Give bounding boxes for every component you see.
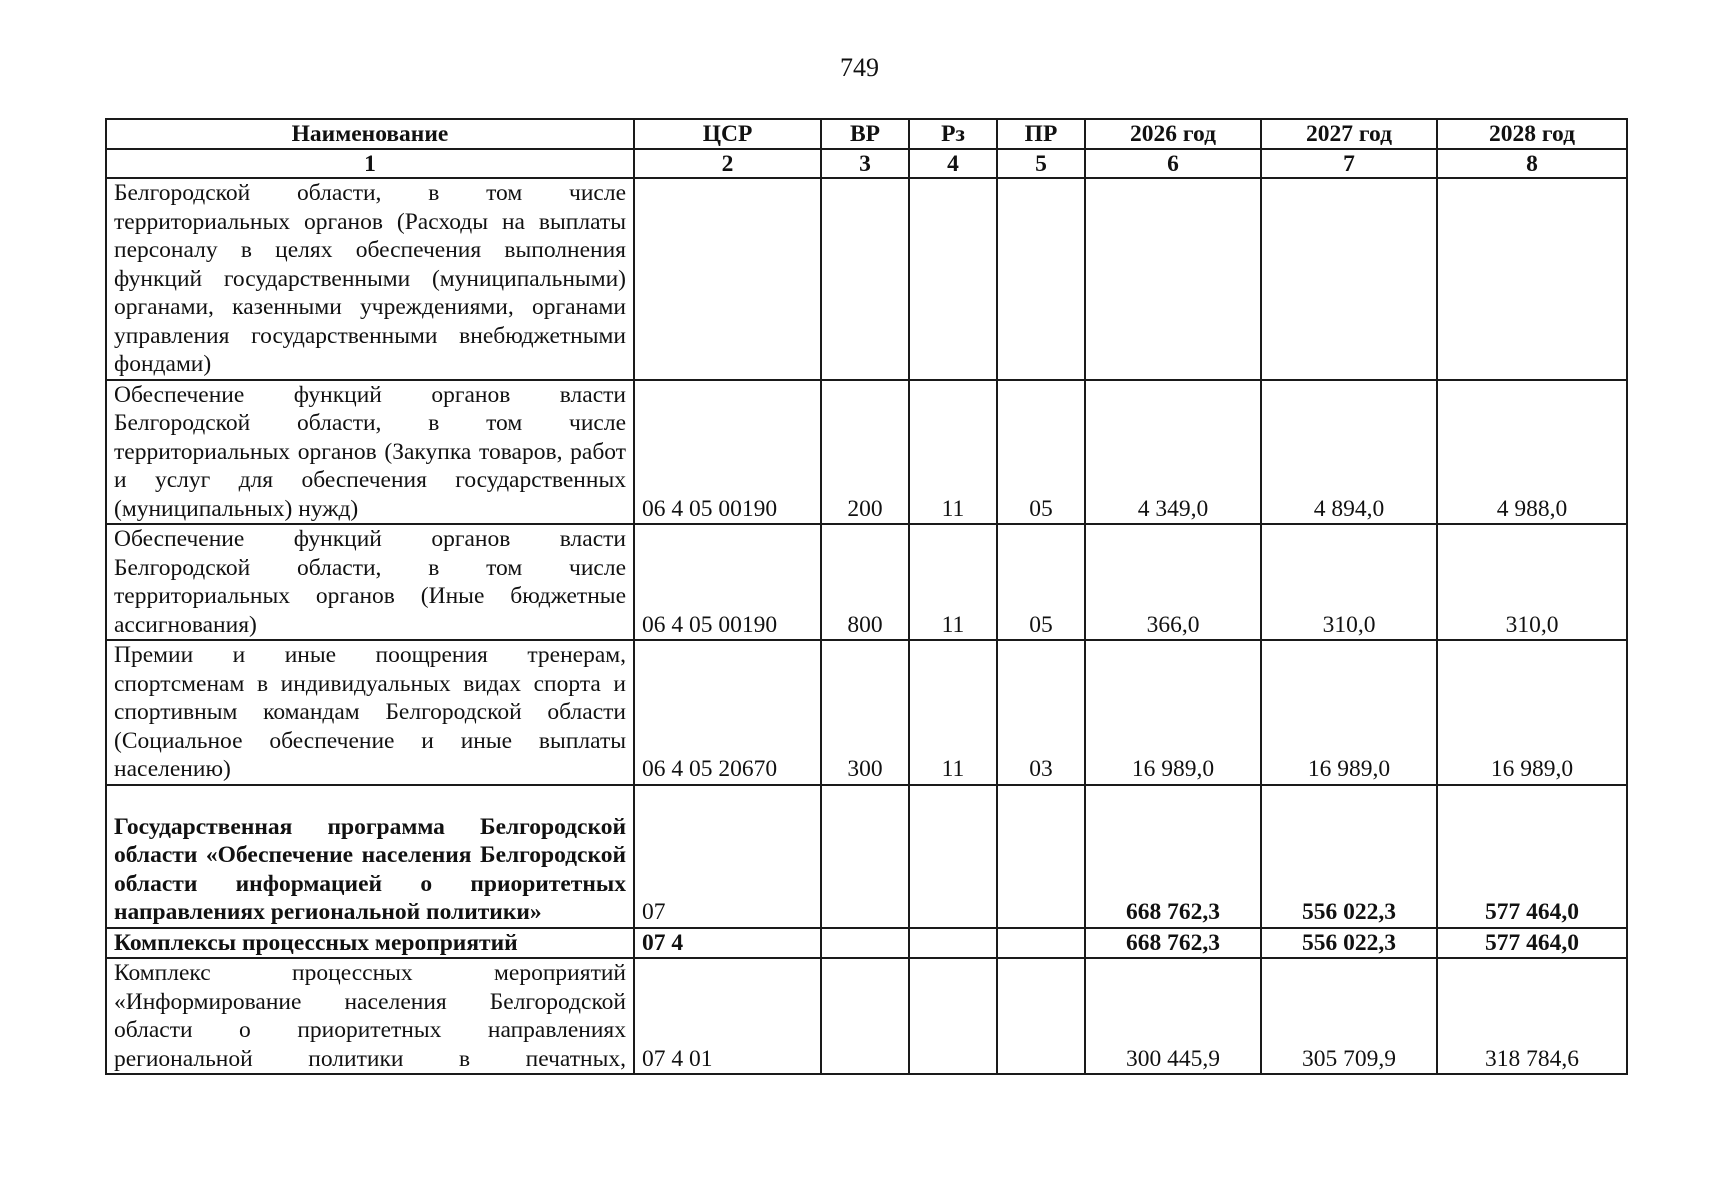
row-pr: 03 [997, 640, 1085, 785]
row-csr: 06 4 05 00190 [634, 524, 821, 640]
row-name: Комплекс процессных мероприятий «Информирование населения Белгородской области о приоритетных направлениях региональной политики в печатных, [106, 958, 634, 1074]
table-row [106, 958, 1627, 1074]
row-2026: 668 762,3 [1085, 928, 1261, 959]
row-2026: 4 349,0 [1085, 380, 1261, 525]
budget-table [105, 118, 1628, 1075]
row-csr [634, 178, 821, 380]
header-name: Наименование [106, 119, 634, 149]
row-rz [909, 178, 997, 380]
row-2027: 4 894,0 [1261, 380, 1437, 525]
row-csr: 07 [634, 785, 821, 928]
row-pr [997, 785, 1085, 928]
row-pr [997, 928, 1085, 959]
table-row [106, 640, 1627, 785]
row-2027: 556 022,3 [1261, 785, 1437, 928]
row-pr: 05 [997, 524, 1085, 640]
page-number: 749 [840, 53, 879, 82]
table-row [106, 380, 1627, 525]
column-number: 2 [634, 149, 821, 178]
header-2028: 2028 год [1437, 119, 1627, 149]
row-rz: 11 [909, 640, 997, 785]
table-row [106, 524, 1627, 640]
column-number: 6 [1085, 149, 1261, 178]
row-2026: 300 445,9 [1085, 958, 1261, 1074]
row-2027: 305 709,9 [1261, 958, 1437, 1074]
row-2028: 16 989,0 [1437, 640, 1627, 785]
row-rz: 11 [909, 380, 997, 525]
header-pr: ПР [997, 119, 1085, 149]
table-row [106, 178, 1627, 380]
column-number-row [106, 149, 1627, 178]
row-2026 [1085, 178, 1261, 380]
row-pr: 05 [997, 380, 1085, 525]
row-vr [821, 785, 909, 928]
row-vr [821, 928, 909, 959]
row-2028: 577 464,0 [1437, 785, 1627, 928]
row-pr [997, 178, 1085, 380]
row-rz: 11 [909, 524, 997, 640]
row-2027: 16 989,0 [1261, 640, 1437, 785]
row-csr: 07 4 [634, 928, 821, 959]
row-rz [909, 958, 997, 1074]
row-2028: 318 784,6 [1437, 958, 1627, 1074]
row-2026: 16 989,0 [1085, 640, 1261, 785]
table-row [106, 928, 1627, 959]
table-row [106, 785, 1627, 928]
row-name: Комплексы процессных мероприятий [106, 928, 634, 959]
header-row [106, 119, 1627, 149]
row-2026: 366,0 [1085, 524, 1261, 640]
column-number: 5 [997, 149, 1085, 178]
row-2028: 4 988,0 [1437, 380, 1627, 525]
row-vr: 800 [821, 524, 909, 640]
row-csr: 06 4 05 00190 [634, 380, 821, 525]
row-csr: 07 4 01 [634, 958, 821, 1074]
row-vr [821, 958, 909, 1074]
row-rz [909, 785, 997, 928]
header-2027: 2027 год [1261, 119, 1437, 149]
row-name: Обеспечение функций органов власти Белгородской области, в том числе территориальных органов (Иные бюджетные ассигнования) [106, 524, 634, 640]
row-name: Белгородской области, в том числе территориальных органов (Расходы на выплаты персоналу в целях обеспечения выполнения функций государственными (муниципальными) органами, казенными учреждениями, органами управления государственными внебюджетными фондами) [106, 178, 634, 380]
column-number: 3 [821, 149, 909, 178]
row-pr [997, 958, 1085, 1074]
row-vr: 300 [821, 640, 909, 785]
row-vr [821, 178, 909, 380]
row-vr: 200 [821, 380, 909, 525]
column-number: 7 [1261, 149, 1437, 178]
header-csr: ЦСР [634, 119, 821, 149]
column-number: 4 [909, 149, 997, 178]
row-name: Государственная программа Белгородской области «Обеспечение населения Белгородской области информацией о приоритетных направлениях региональной политики» [106, 785, 634, 928]
column-number: 8 [1437, 149, 1627, 178]
header-2026: 2026 год [1085, 119, 1261, 149]
row-2027: 310,0 [1261, 524, 1437, 640]
row-2027: 556 022,3 [1261, 928, 1437, 959]
row-2027 [1261, 178, 1437, 380]
header-vr: ВР [821, 119, 909, 149]
row-name: Обеспечение функций органов власти Белгородской области, в том числе территориальных органов (Закупка товаров, работ и услуг для обеспечения государственных (муниципальных) нужд) [106, 380, 634, 525]
row-2028: 577 464,0 [1437, 928, 1627, 959]
row-2026: 668 762,3 [1085, 785, 1261, 928]
row-name: Премии и иные поощрения тренерам, спортсменам в индивидуальных видах спорта и спортивным командам Белгородской области (Социальное обеспечение и иные выплаты населению) [106, 640, 634, 785]
row-2028 [1437, 178, 1627, 380]
column-number: 1 [106, 149, 634, 178]
header-rz: Рз [909, 119, 997, 149]
row-csr: 06 4 05 20670 [634, 640, 821, 785]
row-rz [909, 928, 997, 959]
row-2028: 310,0 [1437, 524, 1627, 640]
